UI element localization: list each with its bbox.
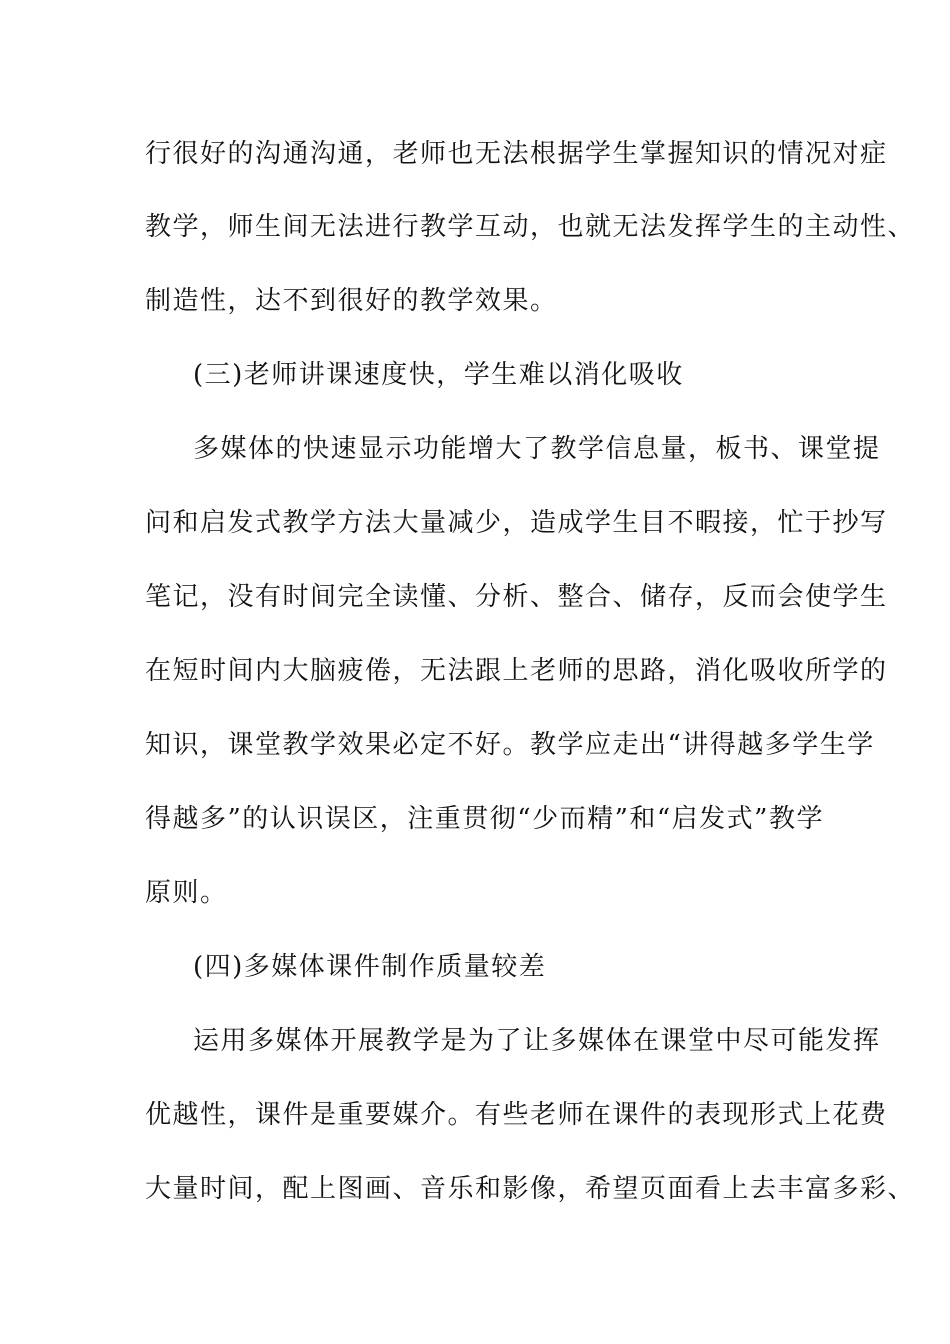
paragraph-line: 知识，课堂教学效果必定不好。教学应走出“讲得越多学生学 [145, 730, 875, 760]
paragraph-line: 教学，师生间无法进行教学互动，也就无法发挥学生的主动性、 [145, 212, 916, 242]
paragraph-line: 问和启发式教学方法大量减少，造成学生目不暇接，忙于抄写 [145, 508, 888, 538]
paragraph-line: 大量时间，配上图画、音乐和影像，希望页面看上去丰富多彩、 [145, 1174, 916, 1204]
paragraph-line: 在短时间内大脑疲倦，无法跟上老师的思路，消化吸收所学的 [145, 656, 888, 686]
paragraph-line: 制造性，达不到很好的教学效果。 [145, 286, 558, 316]
paragraph-line: 运用多媒体开展教学是为了让多媒体在课堂中尽可能发挥 [193, 1026, 881, 1056]
section-heading: (四)多媒体课件制作质量较差 [193, 952, 547, 982]
paragraph-line: 优越性，课件是重要媒介。有些老师在课件的表现形式上花费 [145, 1100, 888, 1130]
paragraph-line: 笔记，没有时间完全读懂、分析、整合、储存，反而会使学生 [145, 582, 888, 612]
paragraph-line: 行很好的沟通沟通，老师也无法根据学生掌握知识的情况对症 [145, 139, 888, 169]
paragraph-line: 得越多”的认识误区，注重贯彻“少而精”和“启发式”教学 [145, 804, 824, 834]
paragraph-line: 多媒体的快速显示功能增大了教学信息量，板书、课堂提 [193, 434, 881, 464]
section-heading: (三)老师讲课速度快，学生难以消化吸收 [193, 360, 684, 390]
paragraph-line: 原则。 [145, 878, 228, 908]
